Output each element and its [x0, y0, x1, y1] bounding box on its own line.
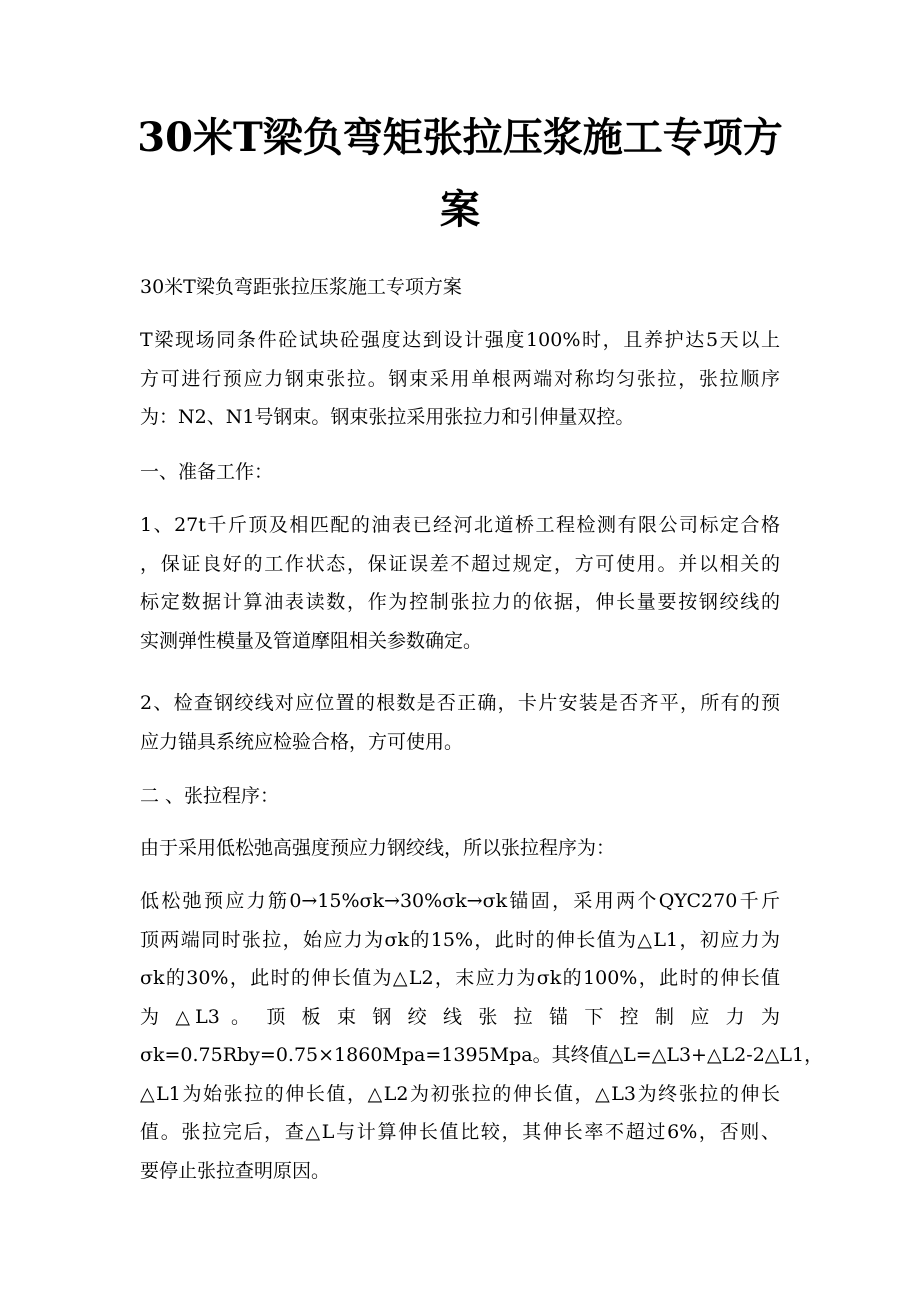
text-line: 2、检查钢绞线对应位置的根数是否正确，卡片安装是否齐平，所有的预 [140, 692, 780, 714]
text-line: σk的30%，此时的伸长值为△L2，末应力为σk的100%，此时的伸长值 [140, 967, 780, 989]
intro-paragraph [140, 321, 780, 437]
text-line: 方可进行预应力钢束张拉。钢束采用单根两端对称均匀张拉，张拉顺序 [140, 367, 780, 390]
text-line: T梁现场同条件砼试块砼强度达到设计强度100%时，且养护达5天以上 [140, 329, 780, 351]
section-1-item-1 [140, 506, 780, 660]
text-line: 应力锚具系统应检验合格，方可使用。 [140, 730, 464, 753]
text-line: ，保证良好的工作状态，保证误差不超过规定，方可使用。并以相关的 [140, 552, 780, 575]
document-title-line-1: 30米T梁负弯矩张拉压浆施工专项方 [137, 114, 783, 161]
text-line: 实测弹性模量及管道摩阻相关参数确定。 [140, 629, 483, 652]
text-line: 标定数据计算油表读数，作为控制张拉力的依据，伸长量要按钢绞线的 [140, 591, 780, 613]
text-line: △L1为始张拉的伸长值，△L2为初张拉的伸长值，△L3为终张拉的伸长 [140, 1082, 780, 1105]
document-subtitle: 30米T梁负弯距张拉压浆施工专项方案 [140, 276, 462, 298]
section-1-heading: 一、准备工作： [140, 461, 274, 483]
text-line: σk=0.75Rby=0.75×1860Mpa=1395Mpa。其终值△L=△L3+△L2-2△L1， [140, 1044, 824, 1066]
text-line: 顶两端同时张拉，始应力为σk的15%，此时的伸长值为△L1，初应力为 [140, 928, 780, 951]
text-line: 值。张拉完后，查△L与计算伸长值比较，其伸长率不超过6%，否则、 [140, 1121, 780, 1143]
section-2-heading: 二 、张拉程序： [140, 785, 280, 807]
section-1-item-2 [140, 684, 780, 761]
section-2-body [140, 882, 824, 1190]
text-line: 1、27t千斤顶及相匹配的油表已经河北道桥工程检测有限公司标定合格 [140, 514, 780, 536]
text-line: 为 △L3 。 顶 板 束 钢 绞 线 张 拉 锚 下 控 制 应 力 为 [140, 1005, 780, 1028]
document-title-line-2: 案 [440, 186, 480, 233]
text-line: 为：N2、N1号钢束。钢束张拉采用张拉力和引伸量双控。 [140, 406, 635, 428]
text-line: 要停止张拉查明原因。 [140, 1159, 331, 1182]
section-2-intro: 由于采用低松弛高强度预应力钢绞线，所以张拉程序为： [140, 837, 616, 859]
text-line: 低松弛预应力筋0→15%σk→30%σk→σk锚固，采用两个QYC270千斤 [140, 890, 780, 912]
